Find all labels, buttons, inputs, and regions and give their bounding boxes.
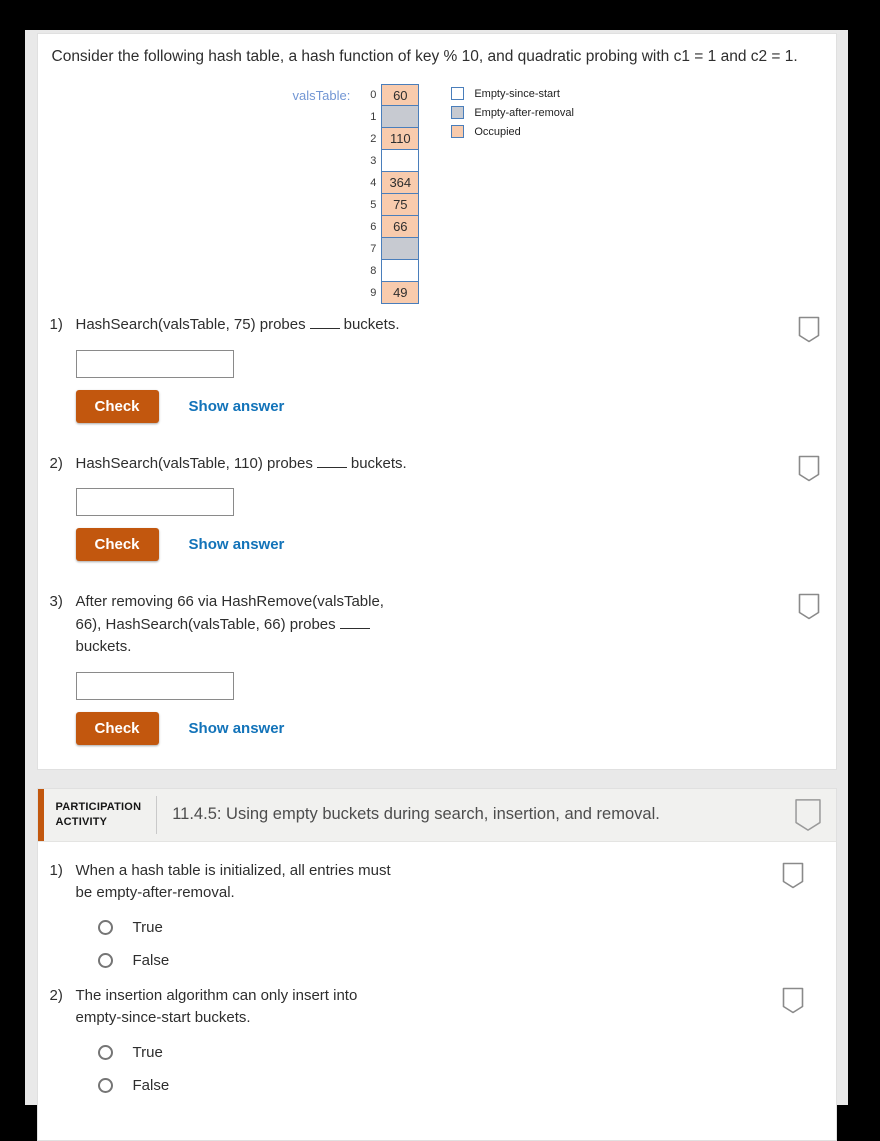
completion-shield-icon <box>782 987 804 1014</box>
check-button[interactable]: Check <box>76 390 159 423</box>
legend <box>451 87 574 144</box>
table-row <box>360 282 419 304</box>
pa-question-2 <box>50 985 820 1094</box>
option-label: False <box>132 951 170 969</box>
table-row <box>360 128 419 150</box>
bucket-cell <box>381 259 419 282</box>
option-true[interactable] <box>98 1044 820 1061</box>
hash-table <box>360 84 419 304</box>
legend-item <box>451 87 574 100</box>
hash-table-diagram <box>38 84 836 304</box>
legend-item <box>451 125 574 138</box>
legend-item <box>451 106 574 119</box>
option-label: True <box>132 918 163 936</box>
table-label: valsTable: <box>292 88 351 104</box>
table-row <box>360 172 419 194</box>
answer-blank <box>310 315 340 329</box>
completion-shield-icon <box>798 455 820 482</box>
check-button[interactable]: Check <box>76 712 159 745</box>
legend-swatch-empty-after-removal <box>451 106 464 119</box>
option-false[interactable] <box>98 952 820 969</box>
legend-swatch-occupied <box>451 125 464 138</box>
participation-activity-card <box>37 788 837 1141</box>
radio-icon[interactable] <box>98 1078 113 1093</box>
bucket-cell: 110 <box>381 127 419 150</box>
question-text: When a hash table is initialized, all entries must be empty-after-removal. <box>75 861 391 902</box>
question-text-before: After removing 66 via HashRemove(valsTable, 66), HashSearch(valsTable, 66) probes <box>75 593 384 633</box>
option-label: False <box>132 1076 170 1094</box>
table-row <box>360 194 419 216</box>
table-row <box>360 84 419 106</box>
option-label: True <box>132 1043 163 1061</box>
question-text <box>76 314 400 337</box>
question-set-card <box>37 33 837 770</box>
bucket-index: 4 <box>370 177 377 190</box>
question-number: 2) <box>49 454 63 472</box>
answer-input-2[interactable] <box>76 488 234 516</box>
question-text-after: buckets. <box>350 454 407 472</box>
intro-text: Consider the following hash table, a hash function of key % 10, and quadratic probing with c1 = 1 and c2 = 1. <box>51 48 798 65</box>
completion-shield-icon <box>794 798 822 832</box>
legend-label: Empty-since-start <box>474 87 560 100</box>
bucket-cell <box>381 149 419 172</box>
question-2 <box>38 453 836 562</box>
answer-blank <box>340 615 370 629</box>
legend-label: Empty-after-removal <box>474 106 574 119</box>
completion-shield-icon <box>798 316 820 343</box>
bucket-cell: 60 <box>381 84 419 107</box>
bucket-index: 2 <box>370 133 377 146</box>
question-number: 1) <box>49 861 63 879</box>
bucket-index: 5 <box>370 199 377 212</box>
answer-input-1[interactable] <box>76 350 234 378</box>
question-number: 2) <box>49 986 63 1004</box>
content-viewport <box>25 30 848 1105</box>
option-true[interactable] <box>98 919 820 936</box>
answer-blank <box>317 454 347 468</box>
question-number: 1) <box>49 316 63 334</box>
pa-question-1 <box>50 860 820 969</box>
bucket-cell: 49 <box>381 281 419 304</box>
radio-icon[interactable] <box>98 1045 113 1060</box>
activity-title: 11.4.5: Using empty buckets during search, insertion, and removal. <box>172 805 660 824</box>
legend-label: Occupied <box>474 125 521 138</box>
radio-icon[interactable] <box>98 920 113 935</box>
check-button[interactable]: Check <box>76 528 159 561</box>
table-row <box>360 216 419 238</box>
table-row <box>360 106 419 128</box>
bucket-index: 9 <box>370 287 377 300</box>
table-row <box>360 150 419 172</box>
options-group <box>98 1044 820 1094</box>
question-text: The insertion algorithm can only insert into empty-since-start buckets. <box>75 986 358 1027</box>
question-text-after: buckets. <box>343 316 400 334</box>
bucket-index: 8 <box>370 265 377 278</box>
bucket-index: 0 <box>370 89 377 102</box>
options-group <box>98 919 820 969</box>
question-number: 3) <box>49 593 63 611</box>
question-3 <box>38 591 836 745</box>
show-answer-link[interactable]: Show answer <box>188 397 285 415</box>
table-row <box>360 260 419 282</box>
kicker-line-1: PARTICIPATION <box>55 801 142 814</box>
kicker-line-2: ACTIVITY <box>55 815 108 828</box>
question-1 <box>38 314 836 423</box>
show-answer-link[interactable]: Show answer <box>188 536 285 554</box>
legend-swatch-empty-since-start <box>451 87 464 100</box>
bucket-cell <box>381 105 419 128</box>
bucket-cell: 66 <box>381 215 419 238</box>
question-text-before: HashSearch(valsTable, 110) probes <box>75 454 313 472</box>
table-row <box>360 238 419 260</box>
radio-icon[interactable] <box>98 953 113 968</box>
participation-activity-header <box>38 789 836 842</box>
show-answer-link[interactable]: Show answer <box>188 719 285 737</box>
bucket-index: 7 <box>370 243 377 256</box>
completion-shield-icon <box>798 593 820 620</box>
answer-input-3[interactable] <box>76 672 234 700</box>
bucket-index: 1 <box>370 111 377 124</box>
bucket-cell: 75 <box>381 193 419 216</box>
header-divider <box>156 796 157 834</box>
participation-activity-body <box>38 842 836 1094</box>
question-text <box>76 453 407 476</box>
bucket-index: 3 <box>370 155 377 168</box>
activity-kicker <box>44 800 142 830</box>
question-text <box>76 591 414 659</box>
completion-shield-icon <box>782 862 804 889</box>
question-text-before: HashSearch(valsTable, 75) probes <box>75 316 306 334</box>
bucket-cell: 364 <box>381 171 419 194</box>
option-false[interactable] <box>98 1077 820 1094</box>
bucket-cell <box>381 237 419 260</box>
question-text-after: buckets. <box>75 638 132 656</box>
bucket-index: 6 <box>370 221 377 234</box>
